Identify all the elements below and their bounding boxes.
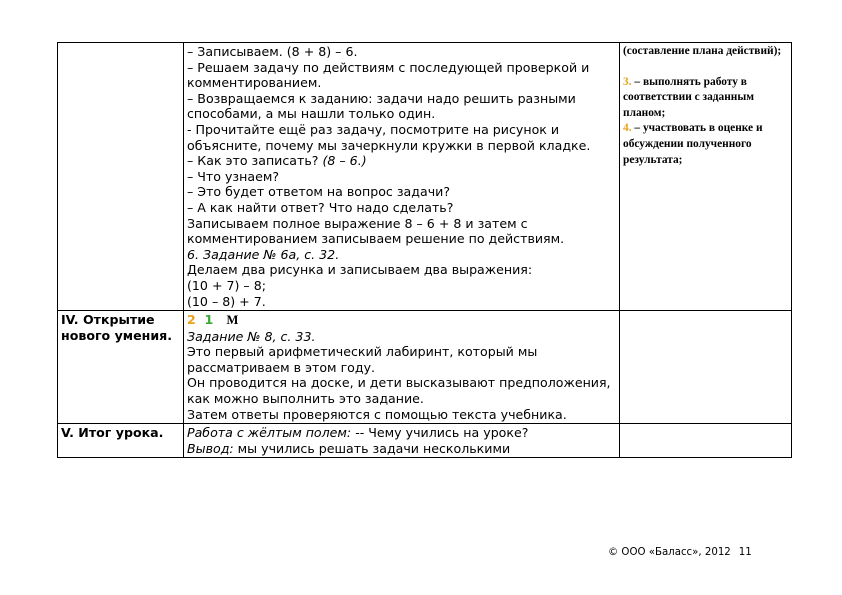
text-line: Делаем два рисунка и записываем два выражения: — [187, 262, 533, 278]
text-value: -- Чему учились на уроке? — [351, 425, 529, 441]
skill-item-4 — [623, 121, 788, 168]
task-reference — [187, 247, 616, 263]
text-line: (10 – 8) + 7. — [187, 293, 266, 309]
lesson-table — [57, 42, 792, 458]
question-text: – Как это записать? — [187, 153, 323, 169]
text-line: – Возвращаемся к заданию: задачи надо решить разными способами, а мы нашли только один. — [187, 90, 576, 122]
stage-cell — [58, 311, 184, 424]
text-line — [187, 425, 616, 441]
text-line — [187, 441, 616, 457]
stage-cell — [58, 424, 184, 458]
skills-cell — [620, 424, 792, 458]
table-row — [58, 311, 792, 424]
text-line: - Прочитайте ещё раз задачу, посмотрите на рисунок и объясните, почему мы зачеркнули кружки в первой кладке. — [187, 121, 591, 153]
skill-item-3 — [623, 75, 788, 122]
level-markers — [187, 312, 616, 329]
stage-title: IV. Открытие нового умения. — [61, 312, 173, 343]
skill-number: 3. — [623, 75, 632, 88]
text-line: – Это будет ответом на вопрос задачи? — [187, 184, 450, 200]
stage-cell — [58, 43, 184, 311]
question-answer: (8 – 6.) — [322, 153, 367, 169]
activity-cell — [184, 311, 620, 424]
skills-intro: (составление плана действий); — [623, 45, 782, 57]
marker-green: 1 — [204, 312, 214, 328]
table-row — [58, 424, 792, 458]
text-line: – А как найти ответ? Что надо сделать? — [187, 199, 454, 215]
text-line: – Решаем задачу по действиям с последующей проверкой и комментированием. — [187, 59, 590, 91]
skills-cell — [620, 311, 792, 424]
text-value: мы учились решать задачи несколькими — [233, 440, 511, 456]
page-footer — [608, 547, 752, 558]
text-line: (10 + 7) – 8; — [187, 277, 266, 293]
activity-cell — [184, 424, 620, 458]
marker-orange: 2 — [187, 312, 196, 328]
skill-text: – выполнять работу в соответствии с заданным планом; — [623, 75, 755, 119]
task-reference-text: Задание № 8, с. 33. — [187, 328, 316, 344]
label-italic: Работа с жёлтым полем: — [187, 425, 352, 441]
text-line: – Что узнаем? — [187, 168, 280, 184]
page-number: 11 — [738, 547, 752, 558]
skill-text: – участвовать в оценке и обсуждении полученного результата; — [623, 122, 763, 166]
task-reference-text: 6. Задание № 6а, с. 32. — [187, 246, 340, 262]
task-reference — [187, 329, 616, 345]
skill-number: 4. — [623, 122, 632, 135]
skills-cell — [620, 43, 792, 311]
marker-m: М — [226, 313, 239, 328]
text-line: Записываем полное выражение 8 – 6 + 8 и затем с комментированием записываем решение по действиям. — [187, 215, 565, 247]
text-line: Он проводится на доске, и дети высказывают предположения, как можно выполнить это задание. — [187, 375, 611, 407]
text-line: Затем ответы проверяются с помощью текста учебника. — [187, 406, 567, 422]
copyright-text: © ООО «Баласс», 2012 — [608, 547, 731, 558]
question-line — [187, 153, 616, 169]
text-line: – Записываем. (8 + 8) – 6. — [187, 44, 358, 59]
table-row — [58, 43, 792, 311]
stage-title: V. Итог урока. — [61, 425, 164, 441]
label-italic: Вывод: — [187, 440, 234, 456]
text-line: Это первый арифметический лабиринт, который мы рассматриваем в этом году. — [187, 344, 538, 375]
activity-cell — [184, 43, 620, 311]
